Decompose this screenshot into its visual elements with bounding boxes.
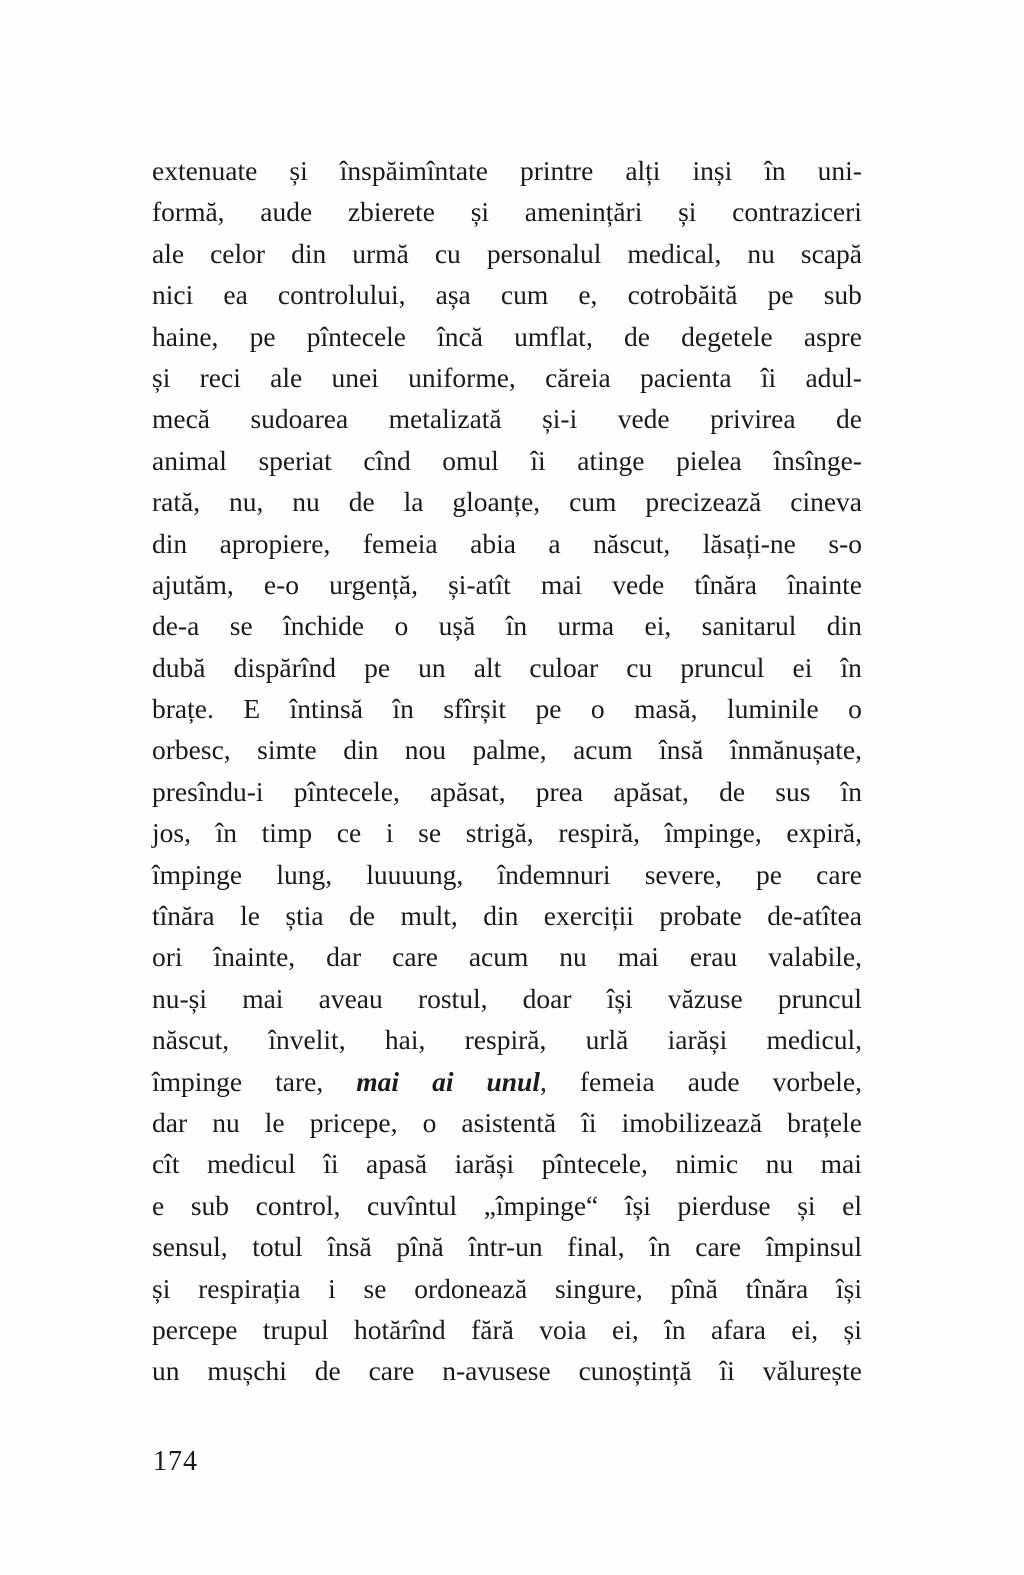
text-line: [152, 1350, 862, 1391]
text-line: [152, 771, 862, 812]
word: nu: [747, 237, 775, 269]
word: nu: [559, 941, 587, 973]
text-line: [152, 688, 862, 729]
word: se: [229, 610, 253, 642]
word: jos,: [152, 817, 191, 849]
word: a: [548, 527, 561, 559]
word: nici: [152, 279, 194, 311]
word: rostul,: [417, 982, 488, 1014]
text-line: [152, 233, 862, 274]
word: închide: [283, 610, 365, 642]
word: sub: [190, 1189, 230, 1221]
word: și: [289, 155, 308, 186]
word: nou: [404, 734, 447, 766]
word: „împinge“: [483, 1189, 599, 1221]
word: culoar: [529, 651, 599, 683]
word: lăsați-ne: [702, 527, 796, 559]
word: pîntecele,: [541, 1148, 648, 1180]
word: ale: [270, 361, 303, 393]
word: ai: [432, 1065, 454, 1097]
word: rată,: [152, 486, 201, 518]
word: aveau: [318, 982, 383, 1014]
word: mușchi: [207, 1355, 287, 1387]
word: valabile,: [768, 941, 862, 973]
word: dar: [152, 1106, 188, 1138]
word: pacienta: [639, 361, 732, 393]
text-line: [152, 1061, 862, 1102]
word: cotrobăită: [627, 279, 738, 311]
word: contraziceri: [732, 196, 862, 228]
word: ce: [336, 817, 362, 849]
word: singure,: [554, 1272, 643, 1304]
word: controlului,: [277, 279, 406, 311]
text-line: [152, 978, 862, 1019]
text-line: [152, 605, 862, 646]
word: cînd: [363, 444, 411, 476]
word: e: [152, 1189, 165, 1221]
word: o: [422, 1106, 437, 1138]
word: celor: [210, 237, 266, 269]
word: împinge: [152, 858, 243, 890]
word: și: [797, 1189, 816, 1221]
text-line: [152, 1185, 862, 1226]
word: privirea: [710, 403, 796, 435]
word: ordonează: [414, 1272, 528, 1304]
text-line: [152, 191, 862, 232]
word: o: [394, 610, 409, 642]
word: inși: [692, 155, 733, 186]
word: metalizată: [388, 403, 502, 435]
word: ei: [792, 651, 813, 683]
word: în: [764, 155, 786, 186]
word: îi: [760, 361, 777, 393]
word: pe: [767, 279, 794, 311]
text-line: [152, 398, 862, 439]
word: percepe: [152, 1313, 238, 1345]
word: hai,: [384, 1024, 426, 1056]
word: și: [152, 361, 171, 393]
word: femeia: [579, 1065, 655, 1097]
word: îndemnuri: [497, 858, 611, 890]
word: doar: [522, 982, 572, 1014]
word: ori: [152, 941, 183, 973]
word: apropiere,: [219, 527, 331, 559]
word: i: [385, 817, 394, 849]
text-line: [152, 481, 862, 522]
text-line: [152, 812, 862, 853]
word: și: [470, 196, 490, 228]
word: pînă: [670, 1272, 718, 1304]
word: ajutăm,: [152, 568, 234, 600]
word: mecă: [152, 403, 211, 435]
word: abia: [470, 527, 516, 559]
word: pe: [535, 693, 562, 725]
word: aspre: [803, 320, 862, 352]
word: zbierete: [347, 196, 435, 228]
word: nu,: [229, 486, 264, 518]
word: de-atîtea: [767, 900, 862, 932]
word: cuvîntul: [366, 1189, 458, 1221]
word: atinge: [577, 444, 645, 476]
word: pierduse: [677, 1189, 771, 1221]
word: urmă: [352, 237, 409, 269]
word: strigă,: [465, 817, 534, 849]
word: cum: [569, 486, 617, 518]
word: își: [624, 1189, 651, 1221]
word: mai: [617, 941, 659, 973]
word: erau: [689, 941, 738, 973]
word: un: [152, 1355, 180, 1387]
word: însă: [659, 734, 704, 766]
word: tînăra: [152, 900, 215, 932]
word: prea: [535, 775, 584, 807]
word: printre: [519, 155, 594, 186]
word: de: [349, 900, 375, 932]
word: dar: [326, 941, 362, 973]
word: se: [363, 1272, 387, 1304]
word: palme,: [472, 734, 547, 766]
word: degetele: [681, 320, 773, 352]
word: ea: [223, 279, 248, 311]
word: precizează: [645, 486, 762, 518]
word: sfîrșit: [443, 693, 506, 725]
word: s-o: [828, 527, 862, 559]
word: trupul: [262, 1313, 329, 1345]
word: vede: [617, 403, 670, 435]
word: în: [840, 775, 862, 807]
word: umflat,: [514, 320, 593, 352]
word: nu: [292, 486, 320, 518]
word: urma: [557, 610, 615, 642]
word: exerciții: [543, 900, 634, 932]
word: haine,: [152, 320, 219, 352]
word: presîndu-i: [152, 775, 264, 807]
word: împinsul: [765, 1231, 862, 1263]
word: aude: [687, 1065, 740, 1097]
word: căreia: [545, 361, 611, 393]
word: din: [343, 734, 379, 766]
word: fără: [471, 1313, 514, 1345]
word: totul: [252, 1231, 303, 1263]
word: pruncul: [680, 651, 765, 683]
word: sus: [775, 775, 811, 807]
word: de: [719, 775, 746, 807]
word: care: [816, 858, 862, 890]
word: personalul: [486, 237, 602, 269]
word: mai: [356, 1065, 400, 1097]
word: final,: [567, 1231, 625, 1263]
text-line: [152, 1309, 862, 1350]
word: sanitarul: [701, 610, 797, 642]
text-line: [152, 647, 862, 688]
word: din: [152, 527, 188, 559]
word: reci: [199, 361, 241, 393]
word: împinge,: [664, 817, 762, 849]
word: nu-și: [152, 982, 207, 1014]
word: împinge: [152, 1065, 243, 1097]
word: cu: [434, 237, 461, 269]
word: mult,: [400, 900, 458, 932]
word: voia: [539, 1313, 587, 1345]
word: văzuse: [667, 982, 743, 1014]
word: i: [328, 1272, 336, 1304]
text-line: [152, 729, 862, 770]
word: pînă: [396, 1231, 444, 1263]
word: un: [418, 651, 446, 683]
word: înainte: [787, 568, 862, 600]
word: care: [368, 1355, 415, 1387]
word: orbesc,: [152, 734, 231, 766]
word: așa: [435, 279, 471, 311]
word: cineva: [790, 486, 862, 518]
word: iarăși: [454, 1148, 515, 1180]
text-line: [152, 895, 862, 936]
word: extenuate: [152, 155, 258, 186]
word: simte: [257, 734, 317, 766]
word: și: [678, 196, 697, 228]
body-text: [152, 150, 862, 1392]
word: de: [348, 486, 375, 518]
word: pielea: [676, 444, 742, 476]
word: femeia: [362, 527, 438, 559]
word: și: [843, 1313, 862, 1345]
word: respiră,: [558, 817, 641, 849]
word: e-o: [263, 568, 299, 600]
text-line: [152, 1268, 862, 1309]
word: medicul,: [766, 1024, 862, 1056]
word: sub: [823, 279, 862, 311]
word: pe: [364, 651, 391, 683]
word: care: [392, 941, 438, 973]
word: el: [842, 1189, 862, 1221]
word: cu: [626, 651, 653, 683]
word: ei,: [612, 1313, 639, 1345]
word: timp: [261, 817, 313, 849]
word: le: [264, 1106, 285, 1138]
word: e,: [578, 279, 598, 311]
word: vălurește: [762, 1355, 862, 1387]
word: vorbele,: [772, 1065, 862, 1097]
word: gloanțe,: [452, 486, 541, 518]
word: pruncul: [777, 982, 862, 1014]
word: dispărînd: [233, 651, 336, 683]
word: imobilizează: [621, 1106, 763, 1138]
word: ei,: [791, 1313, 819, 1345]
word: născut,: [152, 1024, 230, 1056]
word: respiră,: [464, 1024, 547, 1056]
word: luminile: [727, 693, 819, 725]
text-line: [152, 936, 862, 977]
word: aude: [260, 196, 313, 228]
word: înspăimîntate: [339, 155, 488, 186]
word: cum: [500, 279, 549, 311]
word: sensul,: [152, 1231, 228, 1263]
word: însă: [327, 1231, 372, 1263]
text-line: [152, 1019, 862, 1060]
word: îi: [323, 1148, 339, 1180]
word: de: [836, 403, 862, 435]
word: o: [590, 693, 605, 725]
word: într-un: [468, 1231, 543, 1263]
word: vede: [612, 568, 665, 600]
text-line: [152, 274, 862, 315]
word: lung,: [276, 858, 333, 890]
word: în: [664, 1313, 686, 1345]
word: E: [243, 693, 261, 725]
word: afara: [711, 1313, 766, 1345]
word: formă,: [152, 196, 225, 228]
word: în: [392, 693, 414, 725]
text-line: [152, 854, 862, 895]
word: alt: [473, 651, 502, 683]
word: apasă: [366, 1148, 428, 1180]
word: acum: [573, 734, 633, 766]
word: unul,: [486, 1065, 547, 1097]
word: apăsat,: [613, 775, 689, 807]
word: ei,: [644, 610, 672, 642]
word: înainte,: [213, 941, 296, 973]
word: asistentă: [461, 1106, 557, 1138]
word: iarăși: [667, 1024, 728, 1056]
word: de: [624, 320, 650, 352]
word: tînăra: [694, 568, 757, 600]
word: îi: [530, 444, 546, 476]
word: din: [291, 237, 327, 269]
word: scapă: [800, 237, 862, 269]
word: severe,: [644, 858, 722, 890]
word: își: [836, 1272, 862, 1304]
word: nu: [212, 1106, 240, 1138]
page-number: 174: [153, 1446, 198, 1477]
word: speriat: [258, 444, 332, 476]
word: cît: [152, 1148, 180, 1180]
word: însînge-: [773, 444, 862, 476]
text-line: [152, 357, 862, 398]
word: tînăra: [745, 1272, 809, 1304]
word: o: [848, 693, 862, 725]
text-line: [152, 150, 862, 191]
word: mai: [242, 982, 284, 1014]
word: care: [695, 1231, 742, 1263]
word: întinsă: [289, 693, 363, 725]
word: respirația: [198, 1272, 301, 1304]
word: nimic: [675, 1148, 739, 1180]
word: uni-: [817, 155, 862, 186]
text-line: [152, 440, 862, 481]
word: tare,: [275, 1065, 324, 1097]
word: control,: [255, 1189, 341, 1221]
word: unei: [331, 361, 379, 393]
word: își: [606, 982, 633, 1014]
word: brațele: [787, 1106, 862, 1138]
word: brațe.: [152, 693, 214, 725]
text-line: [152, 1143, 862, 1184]
word: luuuung,: [366, 858, 464, 890]
word: expiră,: [786, 817, 862, 849]
word: îi: [581, 1106, 597, 1138]
word: știa: [285, 900, 324, 932]
word: în: [215, 817, 238, 849]
text-line: [152, 564, 862, 605]
word: de: [314, 1355, 341, 1387]
word: pe: [756, 858, 782, 890]
word: urlă: [585, 1024, 629, 1056]
word: amenințări: [524, 196, 643, 228]
word: nu: [765, 1148, 794, 1180]
word: în: [505, 610, 528, 642]
word: în: [649, 1231, 671, 1263]
word: dubă: [152, 651, 206, 683]
word: sudoarea: [250, 403, 349, 435]
word: probate: [659, 900, 742, 932]
word: apăsat,: [430, 775, 506, 807]
word: din: [826, 610, 862, 642]
word: și-atît: [448, 568, 511, 600]
word: mai: [820, 1148, 862, 1180]
word: se: [418, 817, 442, 849]
word: învelit,: [268, 1024, 346, 1056]
word: pîntecele,: [293, 775, 400, 807]
word: alți: [625, 155, 661, 186]
word: animal: [152, 444, 227, 476]
word: medical,: [627, 237, 722, 269]
word: medicul: [207, 1148, 296, 1180]
text-line: [152, 1226, 862, 1267]
word: uniforme,: [408, 361, 516, 393]
word: hotărînd: [354, 1313, 446, 1345]
text-line: [152, 316, 862, 357]
word: cunoștință: [578, 1355, 692, 1387]
word: de-a: [152, 610, 200, 642]
word: și: [152, 1272, 171, 1304]
word: acum: [468, 941, 529, 973]
word: masă,: [634, 693, 698, 725]
word: pricepe,: [309, 1106, 398, 1138]
word: încă: [437, 320, 483, 352]
word: pîntecele: [306, 320, 406, 352]
word: din: [483, 900, 519, 932]
word: la: [403, 486, 424, 518]
word: și-i: [542, 403, 578, 435]
word: mai: [540, 568, 583, 600]
word: născut,: [593, 527, 671, 559]
text-line: [152, 1102, 862, 1143]
text-line: [152, 523, 862, 564]
word: pe: [249, 320, 276, 352]
word: ale: [152, 237, 185, 269]
word: în: [840, 651, 862, 683]
word: urgență,: [329, 568, 418, 600]
word: ușă: [438, 610, 476, 642]
word: n-avusese: [442, 1355, 551, 1387]
word: le: [240, 900, 260, 932]
word: adul-: [805, 361, 862, 393]
word: omul: [442, 444, 499, 476]
word: înmănușate,: [729, 734, 862, 766]
word: îi: [719, 1355, 735, 1387]
